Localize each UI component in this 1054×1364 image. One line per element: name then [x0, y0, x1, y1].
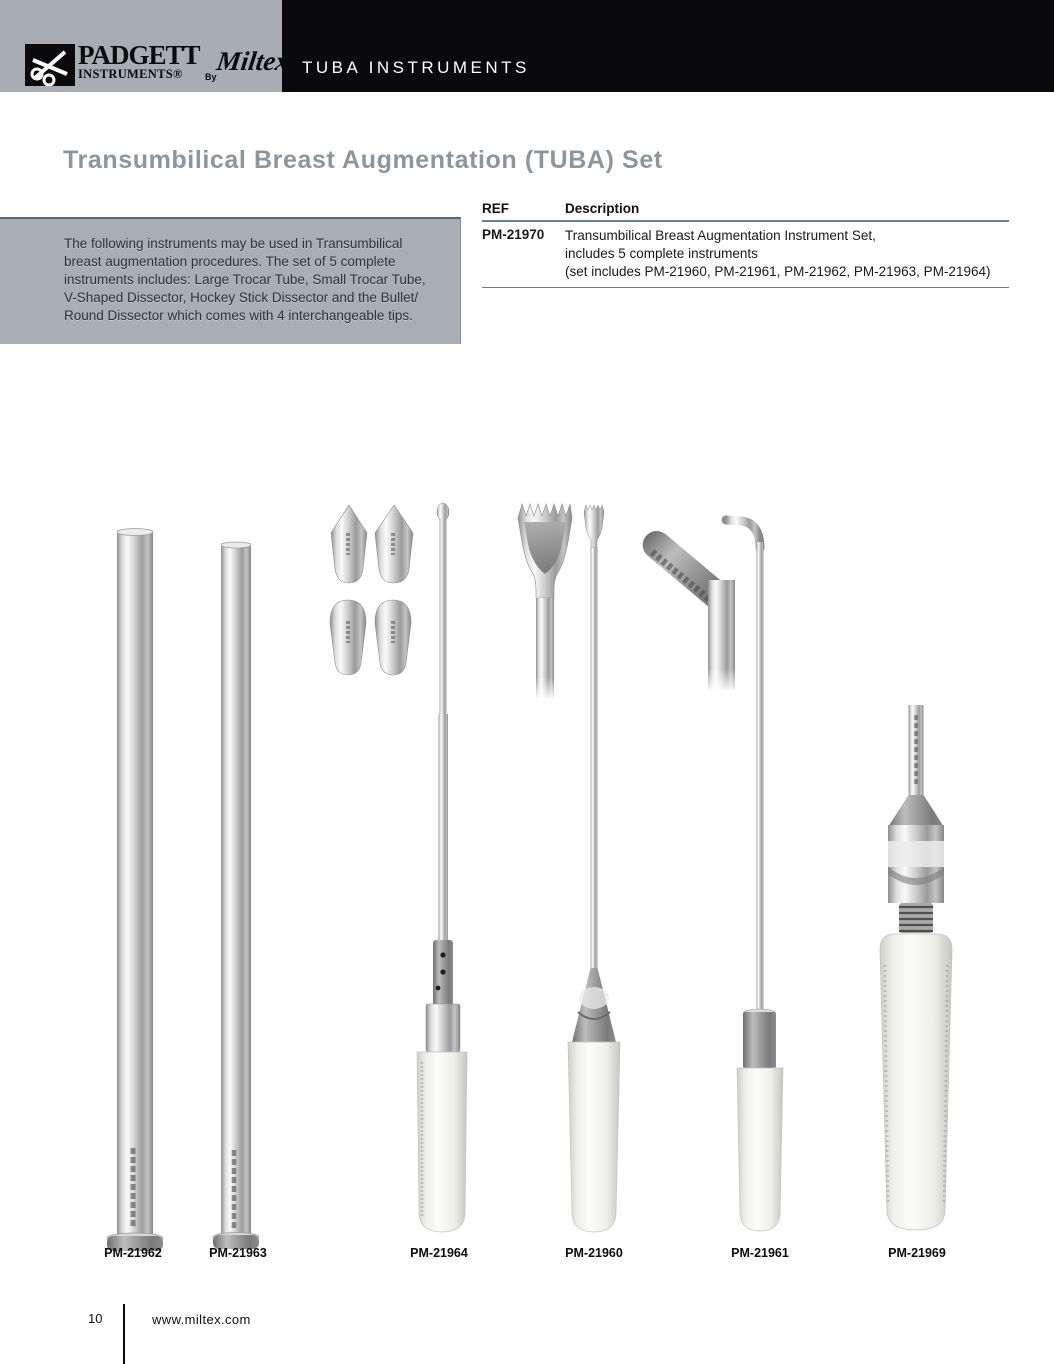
intro-box [0, 217, 461, 344]
instrument-image-interchangeable-tips [322, 503, 422, 683]
white-handle [417, 1052, 467, 1232]
header-band [0, 0, 1054, 92]
instrument-image-hockey-stick-dissector [634, 500, 794, 1236]
description-line: Transumbilical Breast Augmentation Instrument Set, [565, 228, 876, 243]
description-line: (set includes PM-21960, PM-21961, PM-21962, PM-21963, PM-21964) [565, 264, 991, 279]
threaded-screw [899, 903, 933, 933]
ref-description [565, 227, 990, 281]
intro-line: The following instruments may be used in Transumbilical [64, 236, 403, 251]
logo-by-text: By [205, 72, 217, 82]
page-number: 10 [88, 1311, 103, 1326]
logo-black-box [25, 44, 75, 86]
ref-code: PM-21970 [482, 227, 545, 242]
magnified-serrated-tip [518, 504, 572, 700]
description-column-header: Description [565, 201, 640, 216]
footer-divider [123, 1304, 125, 1364]
intro-line: breast augmentation procedures. The set of 5 complete [64, 254, 396, 269]
white-handle [737, 1068, 783, 1231]
full-instrument [568, 505, 620, 1232]
stud-cone [888, 795, 944, 827]
logo-primary-text: PADGETT [78, 40, 200, 70]
instrument-label: PM-21960 [565, 1246, 623, 1260]
instrument-image-large-trocar-tube [100, 526, 172, 1258]
header-black-bar [282, 0, 1054, 92]
ref-table [482, 201, 1009, 288]
trocar-tube-body [221, 543, 251, 1237]
instrument-label: PM-21961 [731, 1246, 789, 1260]
intro-line: Round Dissector which comes with 4 interchangeable tips. [64, 308, 413, 323]
rod-upper [440, 518, 447, 718]
instrument-image-small-trocar-tube [206, 538, 270, 1260]
trocar-tube-body [117, 530, 153, 1236]
instrument-image-v-dissector [514, 500, 644, 1236]
intro-text [64, 235, 426, 325]
instrument-label: PM-21964 [410, 1246, 468, 1260]
white-handle [880, 934, 952, 1230]
logo-secondary-text: INSTRUMENTS® [78, 67, 183, 81]
scissors-icon [25, 44, 75, 86]
magnified-hockey-tip [637, 525, 737, 692]
metal-collar [743, 1012, 776, 1068]
website-text: www.miltex.com [152, 1312, 251, 1327]
metal-collar [426, 1004, 460, 1052]
table-header-row [482, 201, 1009, 222]
instrument-label: PM-21963 [209, 1246, 267, 1260]
page-title: Transumbilical Breast Augmentation (TUBA) Set [63, 146, 663, 174]
intro-line: instruments includes: Large Trocar Tube, Small Trocar Tube, [64, 272, 426, 287]
table-row [482, 222, 1009, 288]
white-handle [568, 1042, 620, 1232]
miltex-script-logo: Miltex. [214, 46, 298, 76]
rod-lower [439, 714, 449, 942]
instrument-image-round-dissector [408, 500, 478, 1236]
instrument-label: PM-21969 [888, 1246, 946, 1260]
ref-column-header: REF [482, 201, 509, 216]
instrument-image-replacement-handle [866, 705, 966, 1250]
banner-title: TUBA INSTRUMENTS [302, 58, 530, 77]
intro-line: V-Shaped Dissector, Hockey Stick Dissector and the Bullet/ [64, 290, 419, 305]
instrument-label: PM-21962 [104, 1246, 162, 1260]
description-line: includes 5 complete instruments [565, 246, 758, 261]
